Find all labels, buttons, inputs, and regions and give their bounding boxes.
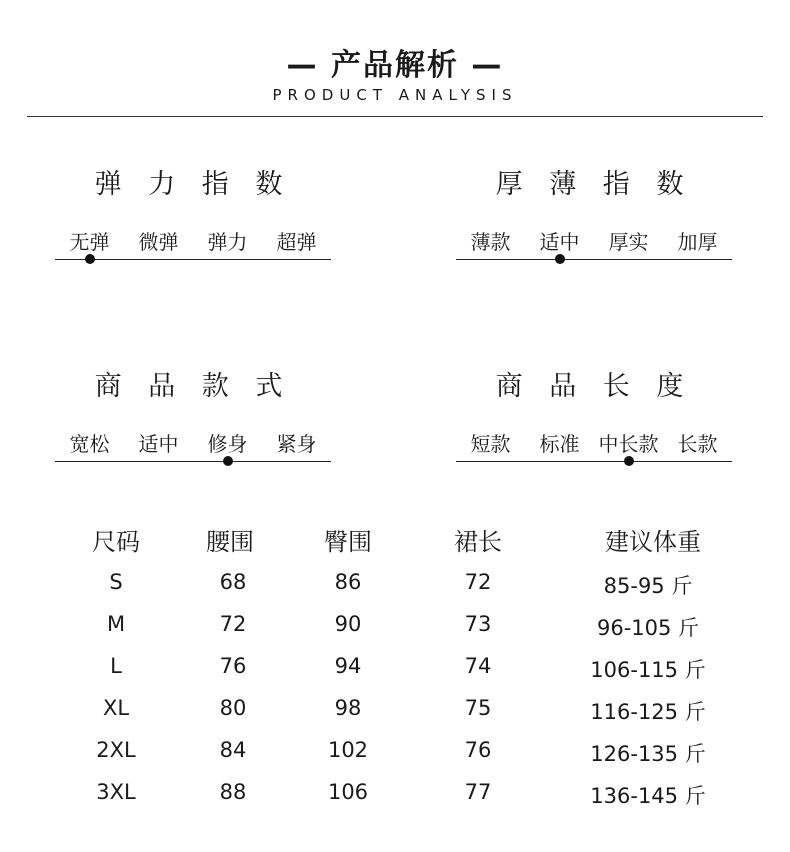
table-header: 腰围 [206,528,254,556]
table-cell: 85-95 斤 [603,574,693,598]
table-cell: 72 [219,612,247,636]
table-cell: 68 [219,570,247,594]
table-cell: 84 [219,738,247,762]
table-cell: 77 [464,780,492,804]
attribute-title: 商 品 长 度 [495,371,693,402]
attribute-option: 中长款 [598,432,659,456]
table-cell: 106-115 斤 [590,658,706,682]
table-cell: 3XL [96,780,136,804]
table-cell: 116-125 斤 [590,700,706,724]
attribute-option: 厚实 [608,230,649,254]
table-cell: 76 [219,654,247,678]
attribute-option: 无弹 [69,230,110,254]
page-subtitle: PRODUCT ANALYSIS [272,86,518,104]
attribute-scale-line [456,259,732,260]
attribute-option: 宽松 [69,432,110,456]
table-cell: 94 [334,654,362,678]
elasticity-index [55,162,331,272]
page-title: — 产品解析 — [286,48,504,83]
table-header: 建议体重 [605,528,701,556]
thickness-index [456,162,732,272]
table-cell: 72 [464,570,492,594]
attribute-title: 商 品 款 式 [94,371,292,402]
table-cell: 2XL [96,738,136,762]
attribute-option: 弹力 [207,230,248,254]
attribute-option: 适中 [539,230,580,254]
selected-marker [624,456,634,466]
attribute-scale-line [456,461,732,462]
table-cell: 90 [334,612,362,636]
selected-marker [555,254,565,264]
attribute-option: 修身 [207,432,248,456]
attribute-option: 短款 [470,432,511,456]
attribute-option: 薄款 [470,230,511,254]
attribute-option: 标准 [539,432,580,456]
header-divider [27,116,763,117]
table-cell: L [110,654,122,678]
table-cell: XL [102,696,130,720]
table-cell: 106 [327,780,369,804]
selected-marker [85,254,95,264]
table-cell: 80 [219,696,247,720]
table-cell: 98 [334,696,362,720]
attribute-scale-line [55,259,331,260]
attribute-option: 适中 [138,432,179,456]
table-cell: 136-145 斤 [590,784,706,808]
table-cell: 75 [464,696,492,720]
table-cell: 86 [334,570,362,594]
attribute-option: 微弹 [138,230,179,254]
table-cell: 74 [464,654,492,678]
attribute-scale-line [55,461,331,462]
attribute-title: 厚 薄 指 数 [495,169,693,200]
table-cell: 102 [327,738,369,762]
table-cell: 88 [219,780,247,804]
attribute-option: 加厚 [677,230,718,254]
table-cell: 96-105 斤 [596,616,700,640]
selected-marker [223,456,233,466]
table-header: 裙长 [454,528,502,556]
table-header: 臀围 [324,528,372,556]
product-style [55,364,331,474]
table-cell: 73 [464,612,492,636]
product-length [456,364,732,474]
attribute-option: 长款 [677,432,718,456]
table-cell: 76 [464,738,492,762]
table-cell: 126-135 斤 [590,742,706,766]
table-header: 尺码 [92,528,140,556]
attribute-option: 紧身 [276,432,317,456]
attribute-option: 超弹 [276,230,317,254]
table-cell: M [106,612,126,636]
attribute-title: 弹 力 指 数 [94,169,292,200]
table-cell: S [109,570,123,594]
